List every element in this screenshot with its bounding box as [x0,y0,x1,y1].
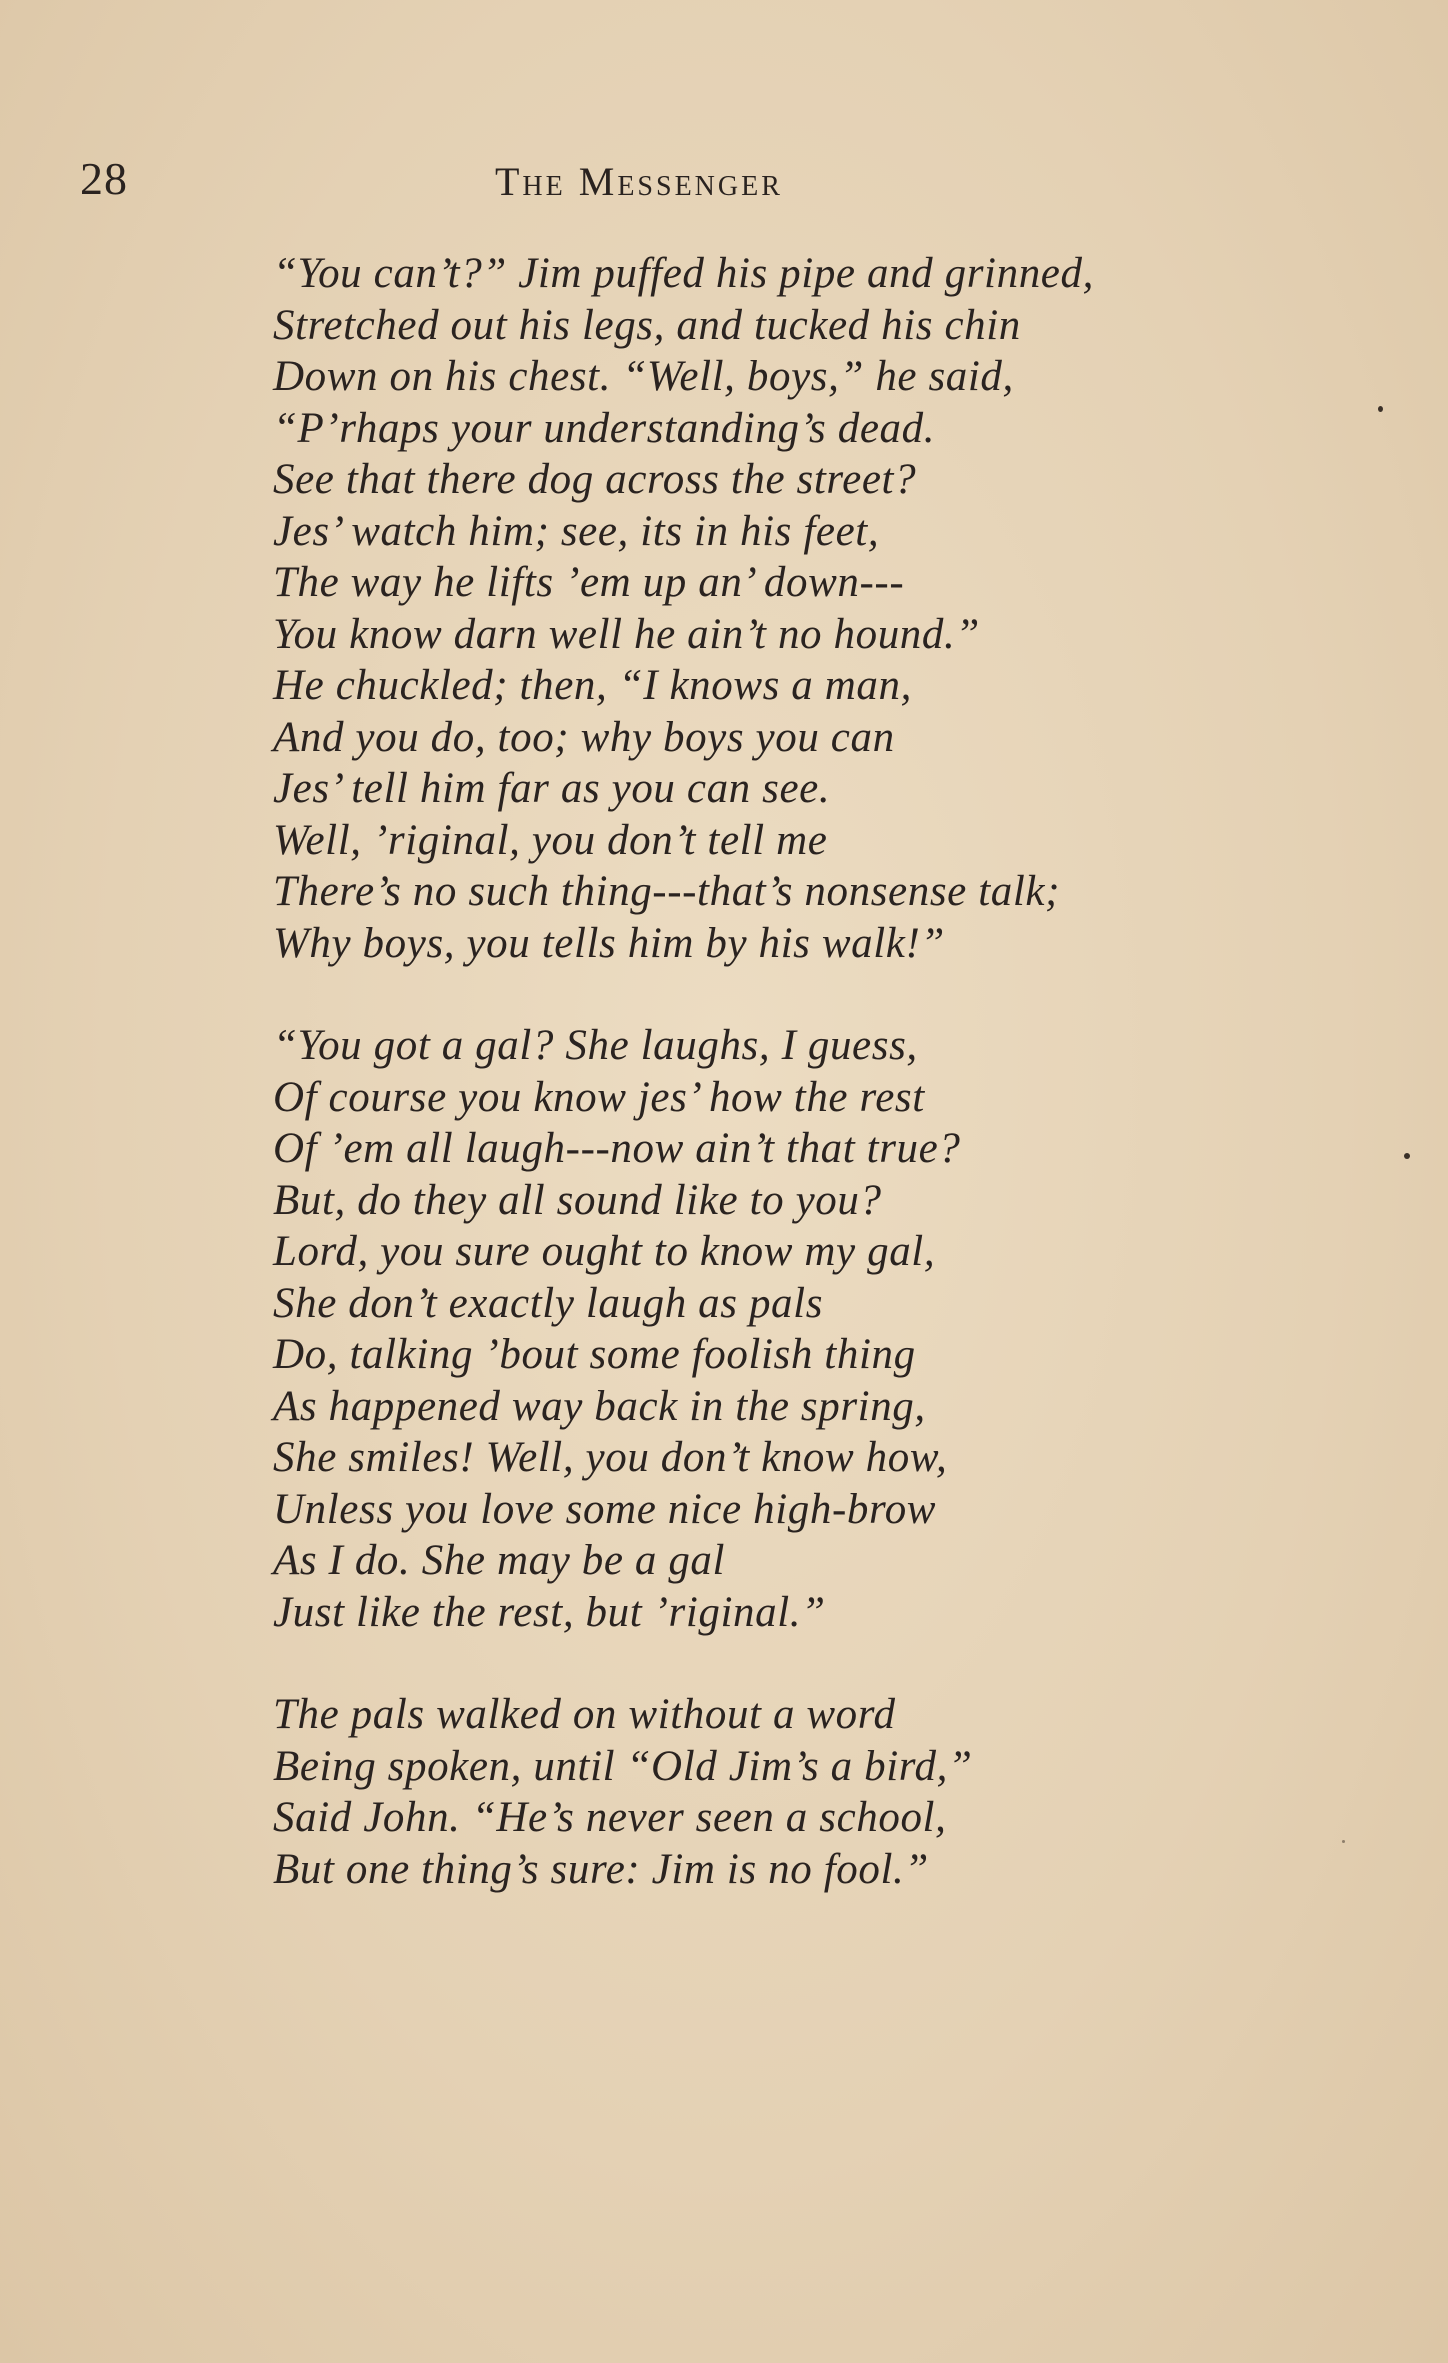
poem-line: Jes’ watch him; see, its in his feet, [273,507,880,555]
ink-speck [1404,1153,1410,1159]
poem-line: Do, talking ’bout some foolish thing [273,1331,916,1378]
poem-line: He chuckled; then, “I knows a man, [273,662,912,709]
poem [273,248,1353,1946]
poem-line: Of ’em all laugh---now ain’t that true? [273,1125,961,1172]
poem-line: But, do they all sound like to you? [273,1176,882,1224]
poem-line: She smiles! Well, you don’t know how, [273,1434,948,1481]
poem-line: “You got a gal? She laughs, I guess, [273,1022,918,1069]
poem-line: She don’t exactly laugh as pals [273,1279,824,1327]
poem-line: The pals walked on without a word [273,1691,896,1738]
poem-line: Unless you love some nice high-brow [273,1485,937,1533]
poem-line: Of course you know jes’ how the rest [273,1073,925,1121]
poem-line: Jes’ tell him far as you can see. [273,765,831,812]
stanza-1 [273,248,1353,969]
poem-line: Lord, you sure ought to know my gal, [273,1228,936,1275]
poem-line: “P’rhaps your understanding’s dead. [273,404,936,452]
poem-line: But one thing’s sure: Jim is no fool.” [273,1845,929,1893]
poem-line: Down on his chest. “Well, boys,” he said, [273,353,1014,400]
poem-line: Stretched out his legs, and tucked his chin [273,301,1021,349]
poem-line: Well, ’riginal, you don’t tell me [273,816,828,864]
poem-line: Said John. “He’s never seen a school, [273,1794,947,1841]
ink-speck [1342,1840,1345,1843]
poem-line: “You can’t?” Jim puffed his pipe and grinned, [273,250,1094,297]
poem-line: And you do, too; why boys you can [273,713,895,761]
poem-line: There’s no such thing---that’s nonsense talk; [273,868,1060,915]
poem-line: The way he lifts ’em up an’ down--- [273,559,905,606]
page-header [0,152,1448,212]
poem-line: As I do. She may be a gal [273,1537,726,1584]
poem-line: You know darn well he ain’t no hound.” [273,610,980,658]
poem-line: Why boys, you tells him by his walk!” [273,919,945,967]
poem-line: See that there dog across the street? [273,456,917,503]
page-number: 28 [80,153,128,204]
stanza-3 [273,1689,1353,1895]
poem-line: Being spoken, until “Old Jim’s a bird,” [273,1742,973,1790]
poem-line: As happened way back in the spring, [273,1382,926,1430]
stanza-2 [273,1020,1353,1638]
ink-speck [1378,406,1383,412]
poem-line: Just like the rest, but ’riginal.” [273,1588,826,1636]
running-title: The Messenger [495,159,783,204]
